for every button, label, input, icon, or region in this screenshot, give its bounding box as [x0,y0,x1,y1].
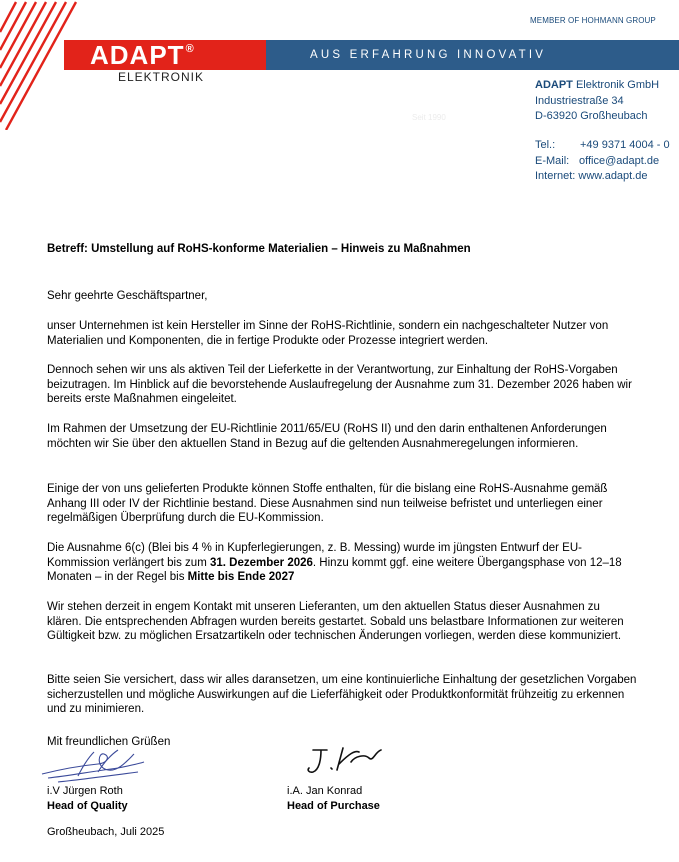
letter-subject: Betreff: Umstellung auf RoHS-konforme Materialien – Hinweis zu Maßnahmen [47,243,471,255]
tagline-banner: AUS ERFAHRUNG INNOVATIV [266,40,679,70]
company-name: ADAPT Elektronik GmbH [535,79,660,91]
company-logo [64,40,266,70]
paragraph-1: unser Unternehmen ist kein Hersteller im Sinne der RoHS-Richtlinie, sondern ein nachgeschalteter Nutzer von Materialien und Komponenten, die in fertige Produkte oder Prozesse integriert werden. [47,320,609,347]
closing: Mit freundlichen Grüßen [47,736,171,748]
signer-left-title: Head of Quality [47,799,128,812]
paragraph-3: Im Rahmen der Umsetzung der EU-Richtlinie 2011/65/EU (RoHS II) und den darin enthaltenen Anforderungen möchten wir Sie über den aktuellen Stand in Bezug auf die geltenden Ausnahmeregelungen informieren. [47,423,607,450]
paragraph-4: Einige der von uns gelieferten Produkte können Stoffe enthalten, für die bislang eine RoHS-Ausnahme gemäß Anhang III oder IV der Richtlinie bestand. Diese Ausnahmen sind nun teilweise befristet und unterliegen einer regelmäßigen Überprüfung durch die EU-Kommission. [47,483,608,524]
email-line: E-Mail: office@adapt.de [535,154,660,167]
signature-konrad [305,744,385,778]
paragraph-2: Dennoch sehen wir uns als aktiven Teil der Lieferkette in der Verantwortung, zur Einhaltung der RoHS-Vorgaben beizutragen. Im Hinblick auf die bevorstehende Auslaufregelung der Ausnahme zum 31. Dezember 2026 haben wir bereits erste Maßnahmen eingeleitet. [47,364,632,405]
company-address [535,78,659,125]
member-of-group: MEMBER OF HOHMANN GROUP [530,16,656,25]
registered-mark: ® [185,43,195,55]
website-link[interactable]: Internet: www.adapt.de [535,170,648,182]
company-contact [535,138,670,185]
logo-word: ADAPT [90,40,185,70]
city: D-63920 Großheubach [535,110,648,122]
faint-watermark: Seit 1990 [412,113,446,122]
signer-left-name: i.V Jürgen Roth [47,785,123,797]
phone-line: Tel.: +49 9371 4004 - 0 [535,139,670,151]
signature-block-right [287,784,380,813]
signature-roth [38,746,148,786]
street: Industriestraße 34 [535,94,624,107]
paragraph-6: Wir stehen derzeit in engem Kontakt mit unseren Lieferanten, um den aktuellen Status dieser Ausnahmen zu klären. Die entsprechenden Abfragen wurden bereits gestartet. Sobald uns belastbare Informationen zur weiteren Gültigkeit bzw. zu möglichen Ersatzartikeln oder technischen Änderungen vorliegen, werden diese kommuniziert. [47,601,624,642]
signer-right-title: Head of Purchase [287,799,380,812]
paragraph-7: Bitte seien Sie versichert, dass wir alles daransetzen, um eine kontinuierliche Einhaltung der gesetzlichen Vorgaben sicherzustellen und mögliche Auswirkungen auf die Lieferfähigkeit oder Produktkonformität frühzeitig zu erkennen und zu minimieren. [47,674,637,715]
paragraph-5: Die Ausnahme 6(c) (Blei bis 4 % in Kupferlegierungen, z. B. Messing) wurde im jüngsten Entwurf der EU-Kommission verlängert bis zum 31. Dezember 2026. Hinzu kommt ggf. eine weitere Übergangsphase von 12–18 Monaten – in der Regel bis Mitte bis Ende 2027 [47,542,622,583]
signature-block-left [47,784,128,813]
logo-subtitle: ELEKTRONIK [118,70,205,84]
place-date: Großheubach, Juli 2025 [47,826,165,838]
email-link[interactable]: office@adapt.de [579,154,660,167]
signer-right-name: i.A. Jan Konrad [287,785,363,797]
greeting: Sehr geehrte Geschäftspartner, [47,290,208,302]
